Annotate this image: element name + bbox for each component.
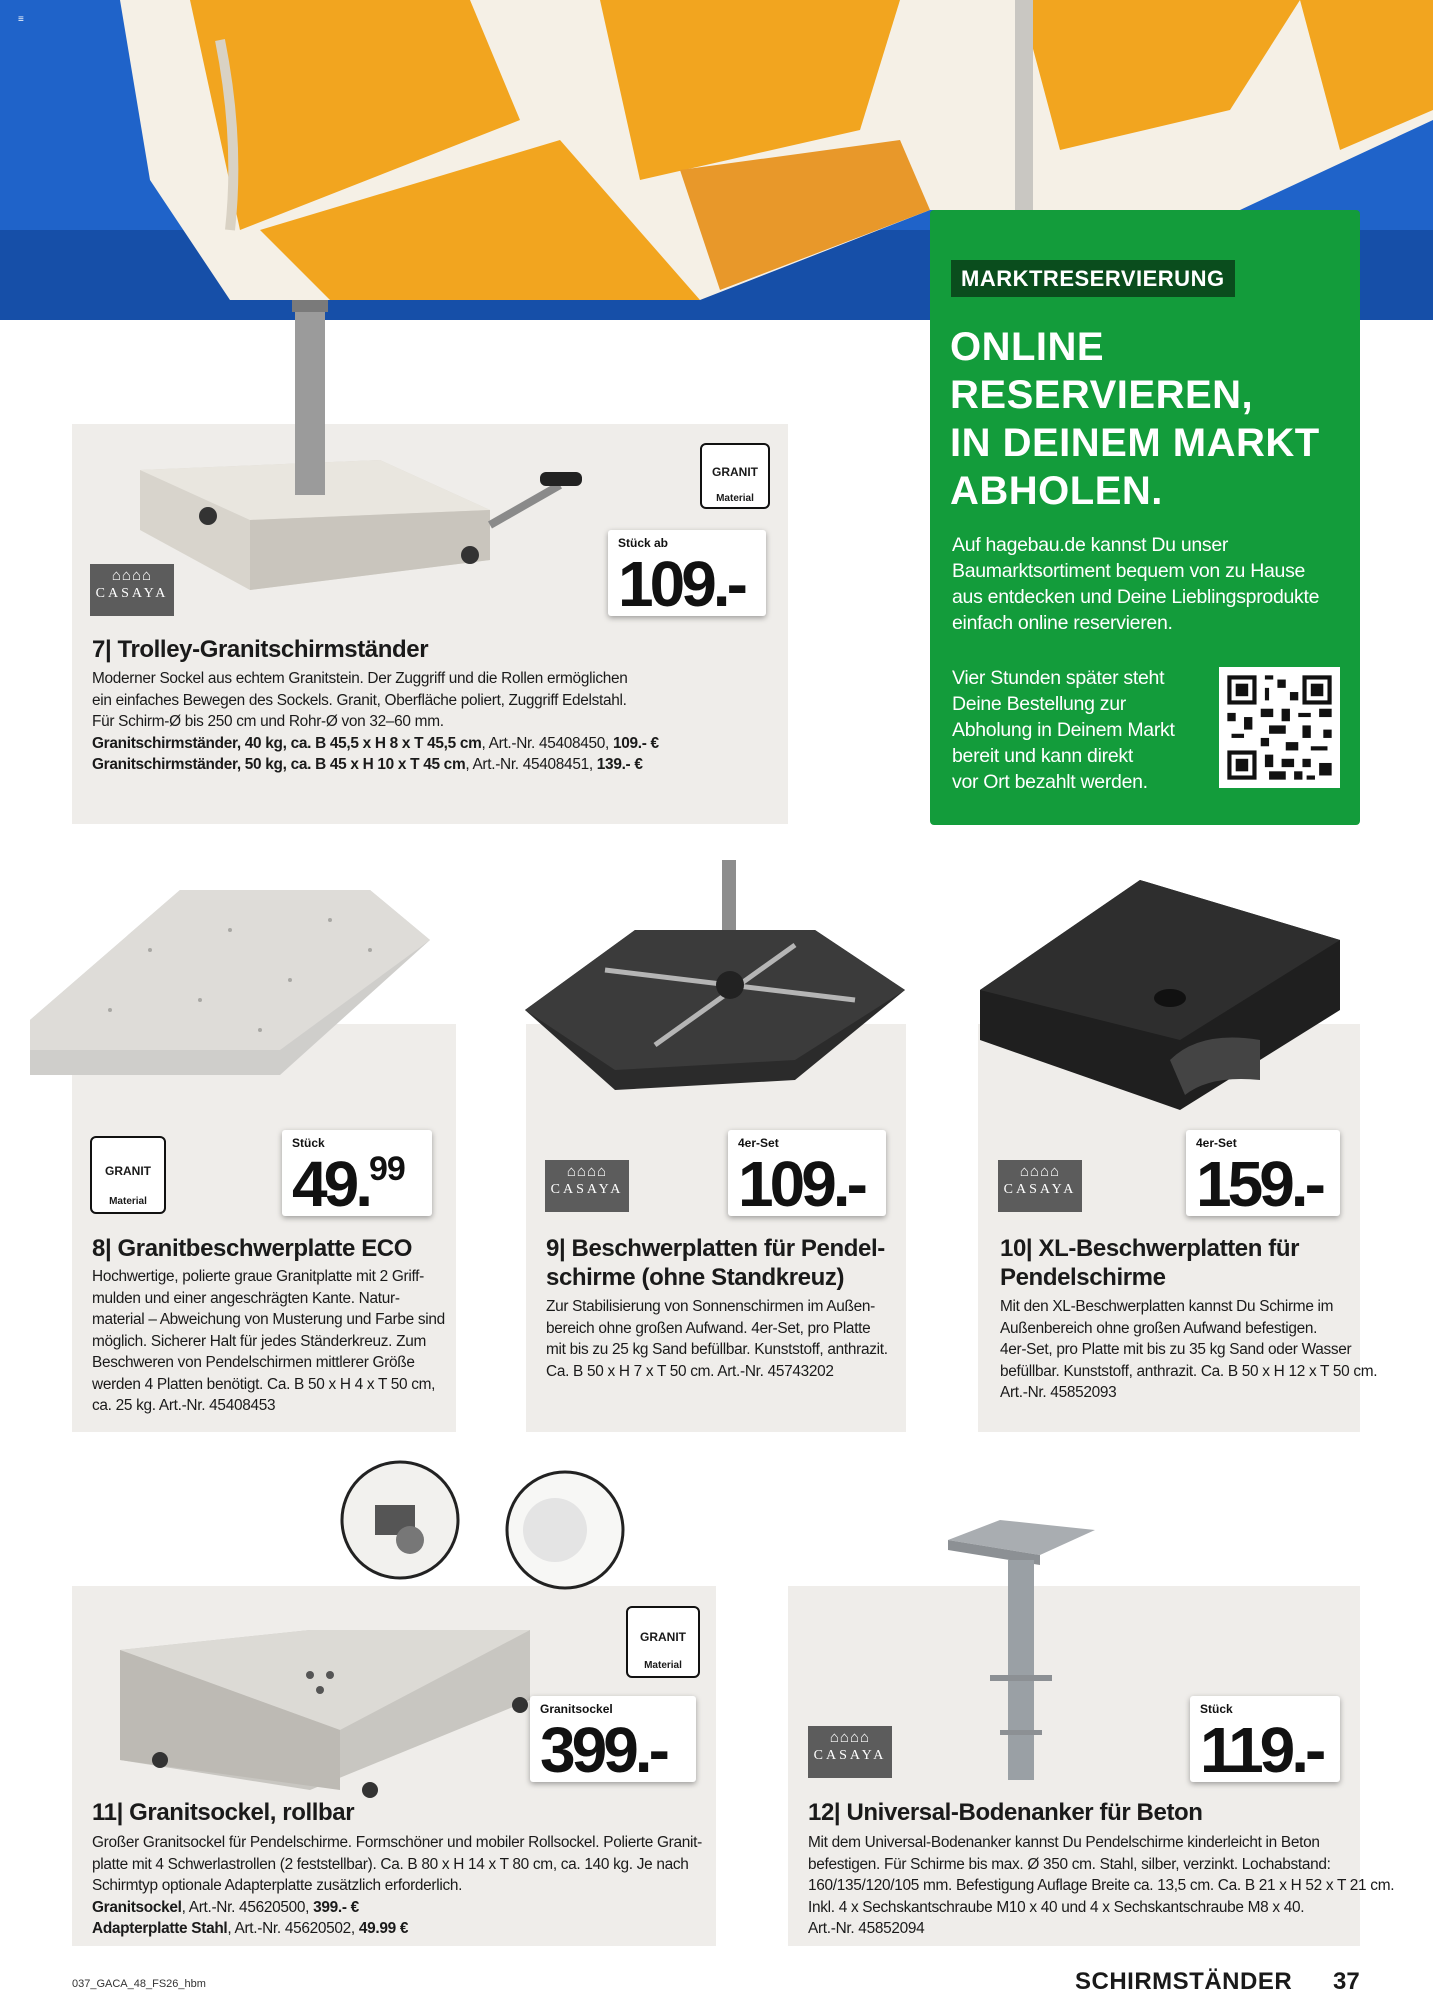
- price-value: 109.-: [738, 1148, 864, 1220]
- plastic-weight-plates-image: [515, 860, 915, 1100]
- casaya-logo: ⌂⌂⌂⌂ CASAYA: [545, 1160, 629, 1212]
- product-title-7: 7| Trolley-Granitschirmständer: [92, 636, 429, 663]
- ground-anchor-image: [940, 1520, 1100, 1790]
- page-number: 37: [1333, 1968, 1360, 1995]
- price-value: 49.99: [292, 1148, 405, 1220]
- houses-icon: ⌂⌂⌂⌂: [829, 1729, 871, 1746]
- price-value: 159.-: [1196, 1148, 1322, 1220]
- product-desc-7: Moderner Sockel aus echtem Granitstein. Der Zuggriff und die Rollen ermöglichen ein einfaches Bewegen des Sockels. Granit, Oberfläche poliert, Zuggriff Edelstahl. Für Schirm-Ø bis 250 cm und Rohr-Ø von 32–60 mm. Granitschirmständer, 40 kg, ca. B 45,5 x H 8 x T 45,5 cm, Art.-Nr. 45408450, 109.- € Granitschirmständer, 50 kg, ca. B 45 x H 10 x T 45 cm, Art.-Nr. 45408451, 139.- €: [92, 668, 772, 776]
- price-tag-10: 4er-Set 159.-: [1186, 1130, 1340, 1216]
- section-title: SCHIRMSTÄNDER: [1075, 1968, 1293, 1995]
- casaya-logo: ⌂⌂⌂⌂ CASAYA: [998, 1160, 1082, 1212]
- price-prefix: Stück ab: [618, 536, 669, 550]
- casaya-logo: ⌂⌂⌂⌂ CASAYA: [808, 1726, 892, 1778]
- menu-icon: ≡: [18, 14, 24, 25]
- granit-label: GRANIT: [712, 465, 758, 479]
- reservation-box: [930, 210, 1360, 825]
- trolley-stand-image: [130, 300, 590, 600]
- print-code: 037_GACA_48_FS26_hbm: [72, 1978, 206, 1990]
- qr-code-icon[interactable]: [1219, 667, 1340, 788]
- price-value: 109.-: [618, 548, 744, 620]
- granit-material-badge: [700, 443, 770, 509]
- product-desc-12: Mit dem Universal-Bodenanker kannst Du Pendelschirme kinderleicht in Beton befestigen. Für Schirme bis max. Ø 350 cm. Stahl, silber, verzinkt. Lochabstand: 160/135/120/105 mm. Befestigung Auflage Breite ca. 13,5 cm. Ca. B 21 x H 52 x T 21 cm. Inkl. 4 x Sechskantschraube M10 x 40 und 4 x Sechskantschraube M8 x 40. Art.-Nr. 45852094: [808, 1834, 1395, 1937]
- reservation-text-2: Vier Stunden später steht Deine Bestellung zur Abholung in Deinem Markt bereit und kann direkt vor Ort bezahlt werden.: [952, 667, 1175, 793]
- reservation-headline: ONLINE RESERVIEREN, IN DEINEM MARKT ABHOLEN.: [950, 325, 1320, 513]
- price-tag-12: Stück 119.-: [1190, 1696, 1340, 1782]
- granit-material-badge: GRANIT Material: [90, 1136, 166, 1214]
- houses-icon: ⌂⌂⌂⌂: [111, 567, 153, 584]
- product-title-11: 11| Granitsockel, rollbar: [92, 1799, 355, 1826]
- houses-icon: ⌂⌂⌂⌂: [1019, 1163, 1061, 1180]
- variant-line: Adapterplatte Stahl, Art.-Nr. 45620502, 49.99 €: [92, 1920, 409, 1937]
- houses-icon: ⌂⌂⌂⌂: [566, 1163, 608, 1180]
- price-tag-7: [608, 530, 766, 620]
- product-title-8: 8| Granitbeschwerplatte ECO: [92, 1235, 413, 1262]
- product-title-10: 10| XL-Beschwerplatten für Pendelschirme: [1000, 1235, 1300, 1291]
- variant-line: Granitschirmständer, 50 kg, ca. B 45 x H 10 x T 45 cm, Art.-Nr. 45408451, 139.- €: [92, 756, 643, 773]
- price-tag-9: 4er-Set 109.-: [728, 1130, 886, 1216]
- product-desc-9: Zur Stabilisierung von Sonnenschirmen im Außen- bereich ohne großen Aufwand. 4er-Set, pro Platte mit bis zu 25 kg Sand befüllbar. Kunststoff, anthrazit. Ca. B 50 x H 7 x T 50 cm. Art.-Nr. 45743202: [546, 1298, 888, 1380]
- granit-material-badge: GRANIT Material: [626, 1606, 700, 1678]
- material-label: Material: [716, 493, 754, 504]
- variant-line: Granitschirmständer, 40 kg, ca. B 45,5 x H 8 x T 45,5 cm, Art.-Nr. 45408450, 109.- €: [92, 734, 659, 752]
- xl-weight-plate-image: [970, 880, 1350, 1110]
- variant-line: Granitsockel, Art.-Nr. 45620500, 399.- €: [92, 1898, 359, 1916]
- product-desc-10: Mit den XL-Beschwerplatten kannst Du Schirme im Außenbereich ohne großen Aufwand befestigen. 4er-Set, pro Platte mit bis zu 35 kg Sand oder Wasser befüllbar. Kunststoff, anthrazit. Ca. B 50 x H 12 x T 50 cm. Art.-Nr. 45852093: [1000, 1298, 1378, 1401]
- price-value: 119.-: [1200, 1714, 1323, 1786]
- casaya-logo: ⌂⌂⌂⌂ CASAYA: [90, 564, 174, 616]
- price-value: 399.-: [540, 1714, 666, 1786]
- product-desc-8: Hochwertige, polierte graue Granitplatte mit 2 Griff- mulden und einer angeschrägten Kante. Natur- material – Abweichung von Musterung und Farbe sind möglich. Sicherer Halt für jedes Ständerkreuz. Zum Beschweren von Pendelschirmen mittlerer Größe werden 4 Platten benötigt. Ca. B 50 x H 4 x T 50 cm, ca. 25 kg. Art.-Nr. 45408453: [92, 1268, 445, 1414]
- price-tag-8: Stück 49.99: [282, 1130, 432, 1216]
- product-title-9: 9| Beschwerplatten für Pendel- schirme (ohne Standkreuz): [546, 1235, 885, 1291]
- reservation-text-1: Auf hagebau.de kannst Du unser Baumarktsortiment bequem von zu Hause aus entdecken und Deine Lieblingsprodukte einfach online reservieren.: [952, 534, 1320, 634]
- price-tag-11: Granitsockel 399.-: [530, 1696, 696, 1782]
- reservation-tag: MARKTRESERVIERUNG: [951, 260, 1235, 297]
- product-desc-11: Großer Granitsockel für Pendelschirme. Formschöner und mobiler Rollsockel. Polierte Granit- platte mit 4 Schwerlastrollen (2 feststellbar). Ca. B 80 x H 14 x T 80 cm, ca. 140 kg. Je nach Schirmtyp optionale Adapterplatte zusätzlich erforderlich. Granitsockel, Art.-Nr. 45620500, 399.- € Adapterplatte Stahl, Art.-Nr. 45620502, 49.99 €: [92, 1832, 712, 1940]
- product-title-12: 12| Universal-Bodenanker für Beton: [808, 1799, 1203, 1826]
- granite-plate-image: [30, 890, 440, 1080]
